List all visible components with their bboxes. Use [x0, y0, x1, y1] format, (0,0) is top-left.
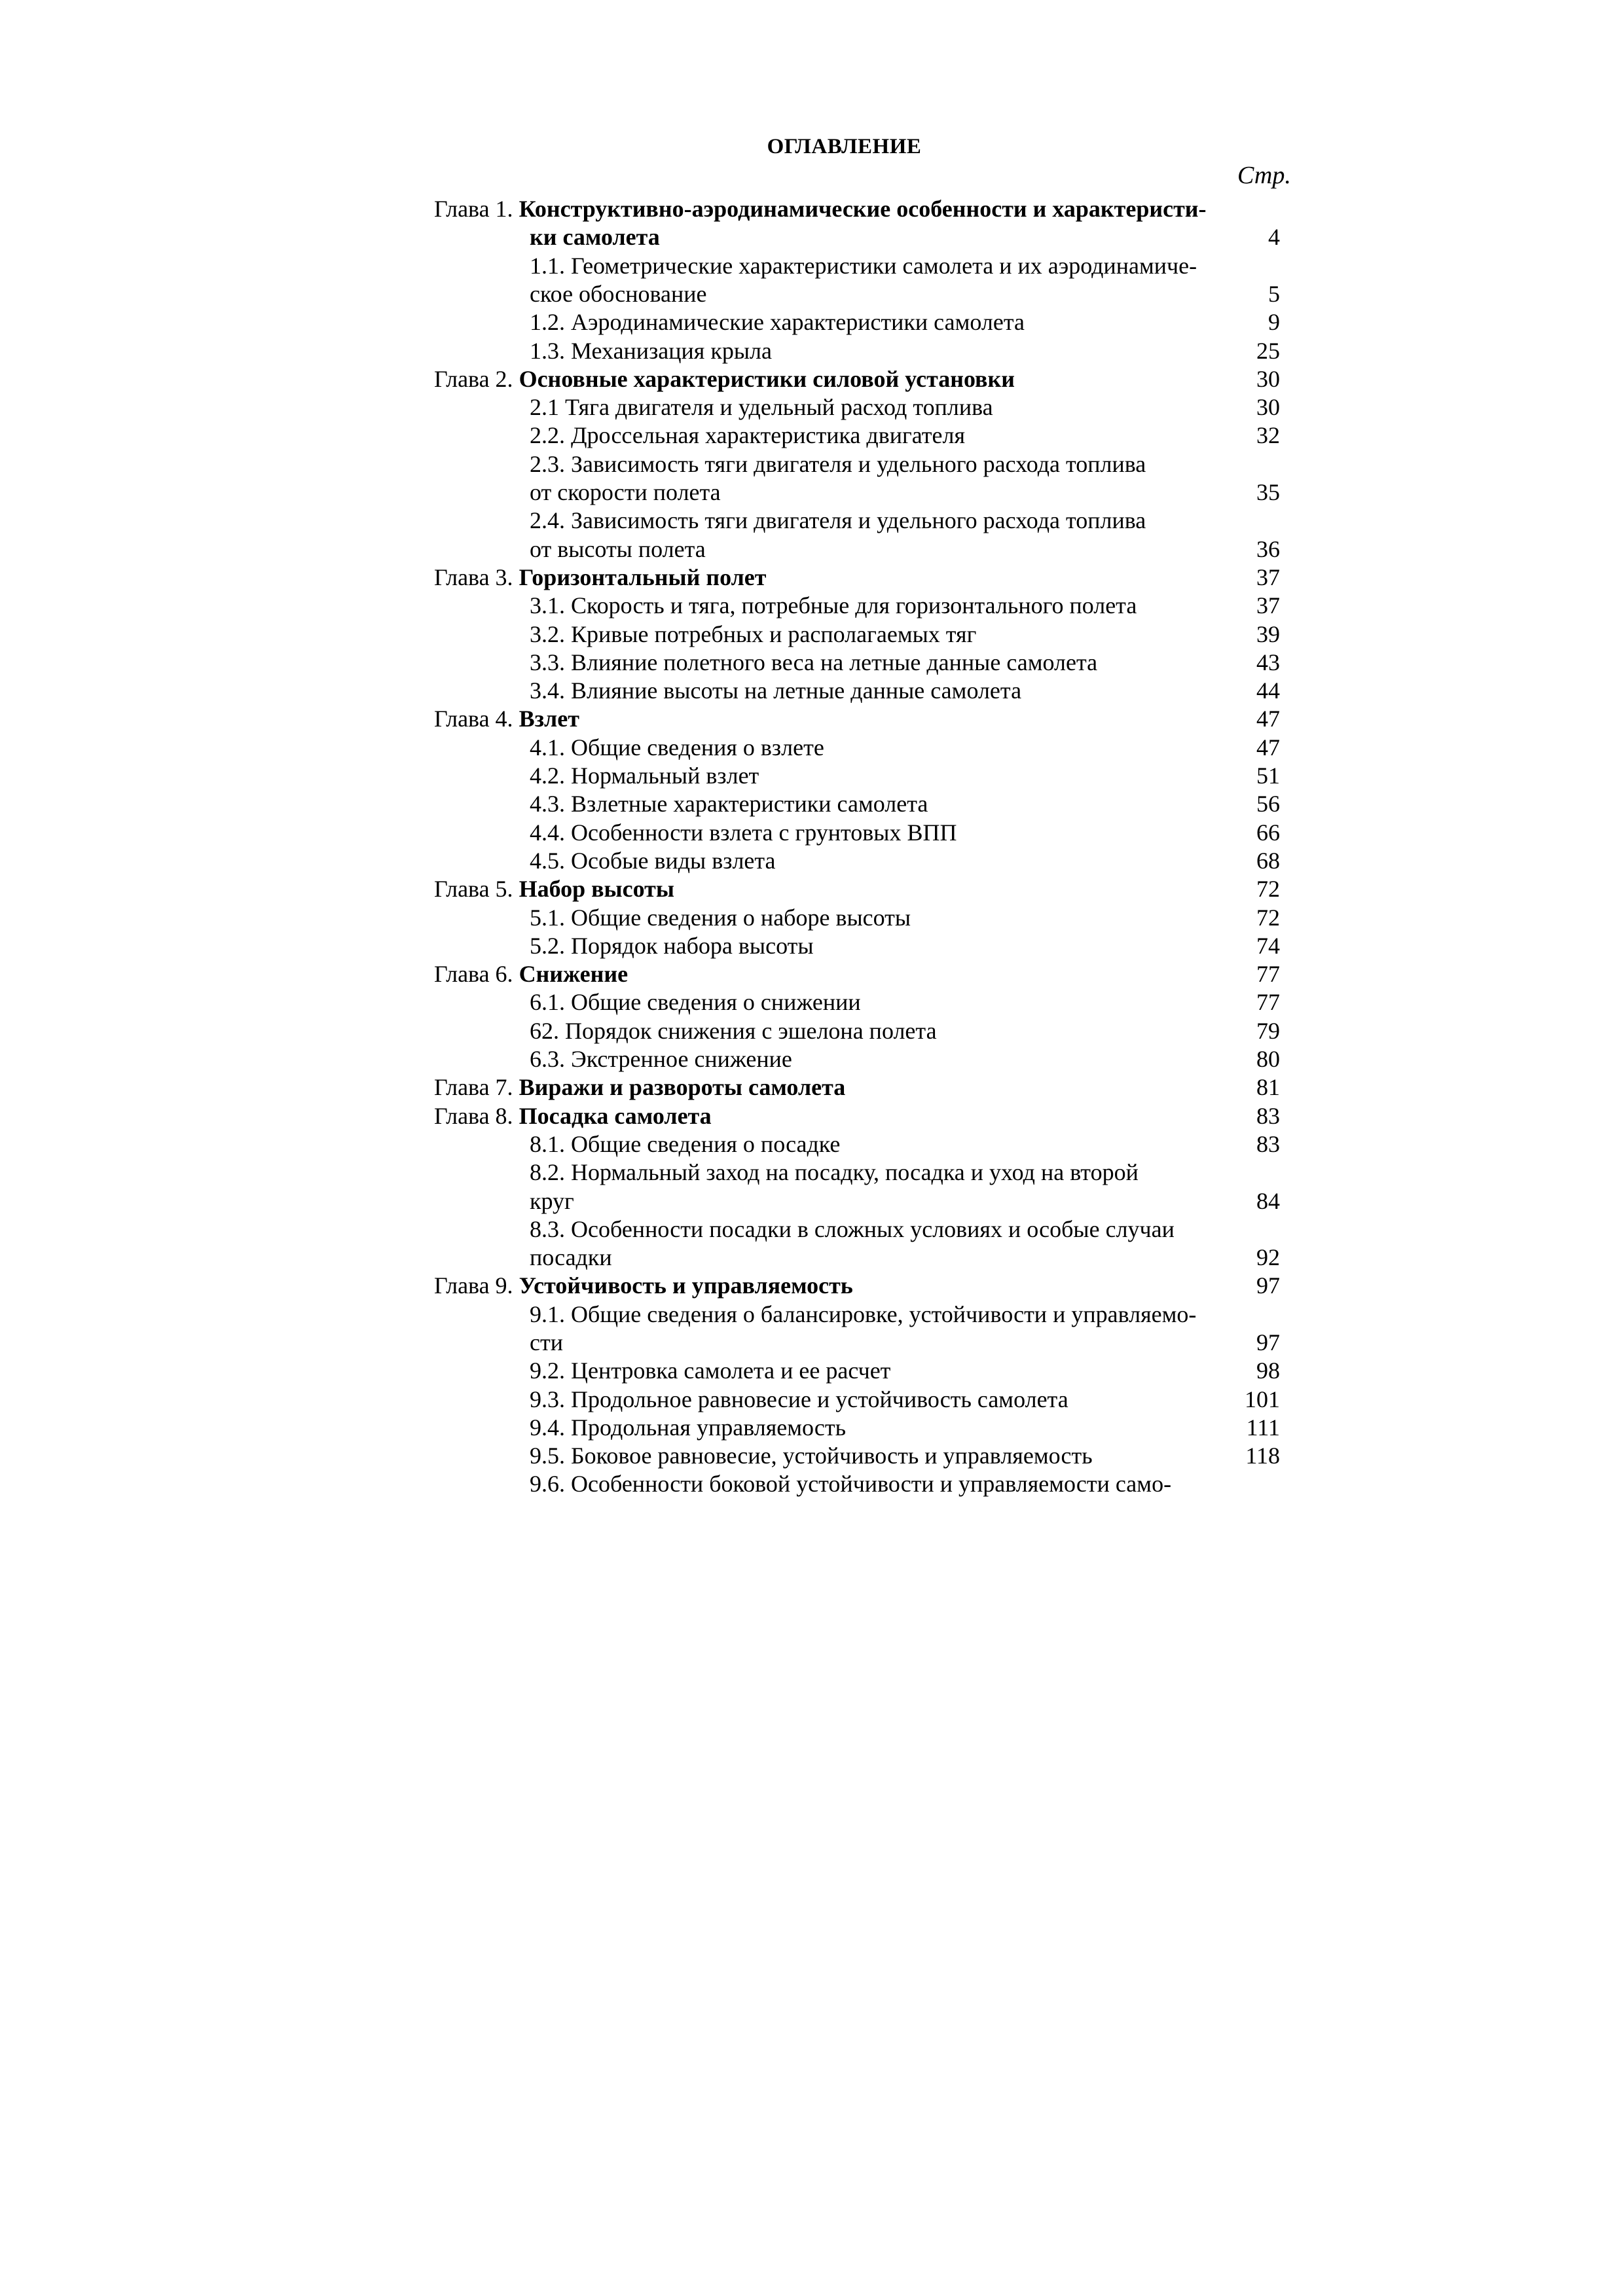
entry-title: 62. Порядок снижения с эшелона полета [530, 1018, 937, 1044]
entry-title: 9.3. Продольное равновесие и устойчивость самолета [530, 1386, 1068, 1412]
toc-entry-line[interactable] [530, 790, 928, 818]
toc-chapter-line[interactable] [434, 195, 1207, 223]
toc-entry-line[interactable] [530, 1045, 792, 1073]
entry-title: 6.3. Экстренное снижение [530, 1046, 792, 1072]
toc-chapter-line[interactable] [434, 1102, 712, 1130]
page-number: 44 [1256, 677, 1280, 704]
toc-chapter-line[interactable] [434, 564, 766, 592]
page-number: 4 [1268, 224, 1280, 250]
toc-entry-line[interactable] [530, 478, 721, 507]
chapter-prefix: Глава 3. [434, 564, 519, 590]
entry-title: 4.1. Общие сведения о взлете [530, 734, 824, 761]
toc-chapter-line[interactable] [434, 365, 1015, 393]
chapter-prefix: Глава 9. [434, 1272, 519, 1299]
page-number: 77 [1256, 989, 1280, 1015]
entry-title: 4.2. Нормальный взлет [530, 762, 759, 789]
page-number: 35 [1256, 479, 1280, 505]
toc-entry-line[interactable] [530, 677, 1021, 705]
toc-entry-line[interactable] [530, 535, 706, 564]
page-number: 72 [1256, 905, 1280, 931]
chapter-prefix: Глава 7. [434, 1074, 519, 1100]
page-number: 72 [1256, 876, 1280, 902]
toc-entry-line[interactable] [530, 1442, 1093, 1470]
entry-title: 4.5. Особые виды взлета [530, 848, 776, 874]
entry-title: 5.2. Порядок набора высоты [530, 933, 814, 959]
toc-entry-line[interactable] [530, 847, 776, 875]
page-number: 5 [1268, 281, 1280, 307]
toc-entry-line[interactable] [530, 223, 660, 251]
entry-title: 3.1. Скорость и тяга, потребные для горизонтального полета [530, 592, 1137, 619]
page-number: 84 [1256, 1188, 1280, 1214]
entry-title: ское обоснование [530, 281, 707, 307]
entry-title: 2.2. Дроссельная характеристика двигателя [530, 422, 966, 448]
toc-chapter-line[interactable] [434, 1073, 845, 1102]
entry-title: 3.2. Кривые потребных и располагаемых тяг [530, 621, 977, 647]
page-number: 80 [1256, 1046, 1280, 1072]
entry-title: 1.1. Геометрические характеристики самолета и их аэродинамиче- [530, 253, 1197, 279]
chapter-prefix: Глава 4. [434, 706, 519, 732]
entry-title: 9.1. Общие сведения о балансировке, устойчивости и управляемо- [530, 1301, 1197, 1327]
chapter-prefix: Глава 2. [434, 366, 519, 392]
entry-title: 8.3. Особенности посадки в сложных условиях и особые случаи [530, 1216, 1175, 1242]
page-number: 9 [1268, 309, 1280, 335]
toc-entry-line[interactable] [530, 1470, 1171, 1498]
toc-chapter-line[interactable] [434, 960, 628, 988]
page-title: ОГЛАВЛЕНИЕ [767, 135, 922, 158]
page-number: 79 [1256, 1018, 1280, 1044]
entry-title: 1.3. Механизация крыла [530, 338, 772, 364]
toc-entry-line[interactable] [530, 337, 772, 365]
page-number: 66 [1256, 819, 1280, 846]
toc-entry-line[interactable] [530, 507, 1146, 535]
entry-title: 3.4. Влияние высоты на летные данные самолета [530, 677, 1022, 704]
toc-entry-line[interactable] [530, 252, 1197, 280]
page-number: 111 [1246, 1414, 1280, 1441]
chapter-prefix: Глава 6. [434, 961, 519, 987]
page-number: 43 [1256, 649, 1280, 675]
entry-title: 9.6. Особенности боковой устойчивости и управляемости само- [530, 1471, 1172, 1497]
toc-entry-line[interactable] [530, 734, 824, 762]
entry-title: 8.2. Нормальный заход на посадку, посадка и уход на второй [530, 1159, 1139, 1185]
entry-title: 4.3. Взлетные характеристики самолета [530, 791, 928, 817]
page-number: 74 [1256, 933, 1280, 959]
chapter-title: Виражи и развороты самолета [519, 1074, 846, 1100]
page-number: 83 [1256, 1103, 1280, 1129]
toc-entry-line[interactable] [530, 1244, 612, 1272]
toc-entry-line[interactable] [530, 308, 1025, 336]
entry-title: 2.1 Тяга двигателя и удельный расход топлива [530, 394, 993, 420]
toc-entry-line[interactable] [530, 649, 1097, 677]
page-number: 81 [1256, 1074, 1280, 1100]
page-number: 30 [1256, 366, 1280, 392]
page-number: 56 [1256, 791, 1280, 817]
entry-title: 2.3. Зависимость тяги двигателя и удельного расхода топлива [530, 451, 1146, 477]
entry-title: сти [530, 1329, 563, 1355]
toc-chapter-line[interactable] [434, 1272, 853, 1300]
page-number: 101 [1245, 1386, 1280, 1412]
page-number: 47 [1256, 706, 1280, 732]
toc-entry-line[interactable] [530, 620, 976, 649]
toc-chapter-line[interactable] [434, 875, 674, 903]
toc-entry-line[interactable] [530, 1414, 846, 1442]
entry-title: от высоты полета [530, 536, 706, 562]
page-number: 51 [1256, 762, 1280, 789]
page-number: 97 [1256, 1329, 1280, 1355]
entry-title: 2.4. Зависимость тяги двигателя и удельного расхода топлива [530, 507, 1146, 533]
page-number: 77 [1256, 961, 1280, 987]
chapter-title: Устойчивость и управляемость [519, 1272, 853, 1299]
chapter-title: Набор высоты [519, 876, 674, 902]
toc-entry-line[interactable] [530, 280, 707, 308]
toc-entry-line[interactable] [530, 1158, 1139, 1187]
page-number: 68 [1256, 848, 1280, 874]
toc-entry-line[interactable] [530, 1357, 890, 1385]
toc-entry-line[interactable] [530, 393, 993, 422]
toc-entry-line[interactable] [530, 1187, 574, 1215]
chapter-title: Взлет [519, 706, 579, 732]
entry-title: 9.4. Продольная управляемость [530, 1414, 847, 1441]
page-number: 30 [1256, 394, 1280, 420]
entry-title: 9.2. Центровка самолета и ее расчет [530, 1357, 891, 1384]
page-number: 25 [1256, 338, 1280, 364]
entry-title: 8.1. Общие сведения о посадке [530, 1131, 841, 1157]
toc-entry-line[interactable] [530, 1215, 1175, 1244]
entry-title: 5.1. Общие сведения о наборе высоты [530, 905, 911, 931]
chapter-title: Посадка самолета [519, 1103, 712, 1129]
toc-entry-line[interactable] [530, 422, 965, 450]
toc-entry-line[interactable] [530, 1130, 840, 1158]
toc-entry-line[interactable] [530, 1017, 937, 1045]
entry-title: от скорости полета [530, 479, 721, 505]
entry-title: 3.3. Влияние полетного веса на летные данные самолета [530, 649, 1098, 675]
toc-entry-line[interactable] [530, 819, 957, 847]
page-number: 118 [1245, 1443, 1280, 1469]
entry-title: посадки [530, 1244, 612, 1270]
chapter-title: Конструктивно-аэродинамические особенности и характеристи- [519, 196, 1207, 222]
toc-entry-line[interactable] [530, 592, 1137, 620]
page-number: 39 [1256, 621, 1280, 647]
toc-entry-line[interactable] [530, 1386, 1068, 1414]
chapter-prefix: Глава 8. [434, 1103, 519, 1129]
page-number: 36 [1256, 536, 1280, 562]
toc-entry-line[interactable] [530, 1300, 1196, 1329]
page-number: 92 [1256, 1244, 1280, 1270]
toc-entry-line[interactable] [530, 762, 759, 790]
page-number: 37 [1256, 564, 1280, 590]
chapter-prefix: Глава 5. [434, 876, 519, 902]
chapter-title: Горизонтальный полет [519, 564, 767, 590]
entry-title: 9.5. Боковое равновесие, устойчивость и управляемость [530, 1443, 1093, 1469]
entry-title: 1.2. Аэродинамические характеристики самолета [530, 309, 1025, 335]
page-number: 47 [1256, 734, 1280, 761]
entry-title: ки самолета [530, 224, 660, 250]
entry-title: 4.4. Особенности взлета с грунтовых ВПП [530, 819, 957, 846]
entry-title: круг [530, 1188, 574, 1214]
page-number: 32 [1256, 422, 1280, 448]
page-number: 98 [1256, 1357, 1280, 1384]
chapter-title: Снижение [519, 961, 629, 987]
toc-entry-line[interactable] [530, 932, 814, 960]
toc-chapter-line[interactable] [434, 705, 579, 733]
toc-entry-line[interactable] [530, 1329, 563, 1357]
chapter-title: Основные характеристики силовой установки [519, 366, 1015, 392]
page-number: 97 [1256, 1272, 1280, 1299]
toc-entry-line[interactable] [530, 988, 861, 1016]
page-number: 83 [1256, 1131, 1280, 1157]
entry-title: 6.1. Общие сведения о снижении [530, 989, 861, 1015]
page-number: 37 [1256, 592, 1280, 619]
toc-entry-line[interactable] [530, 450, 1146, 478]
page-column-label: Стр. [1237, 162, 1291, 189]
chapter-prefix: Глава 1. [434, 196, 519, 222]
toc-entry-line[interactable] [530, 904, 911, 932]
